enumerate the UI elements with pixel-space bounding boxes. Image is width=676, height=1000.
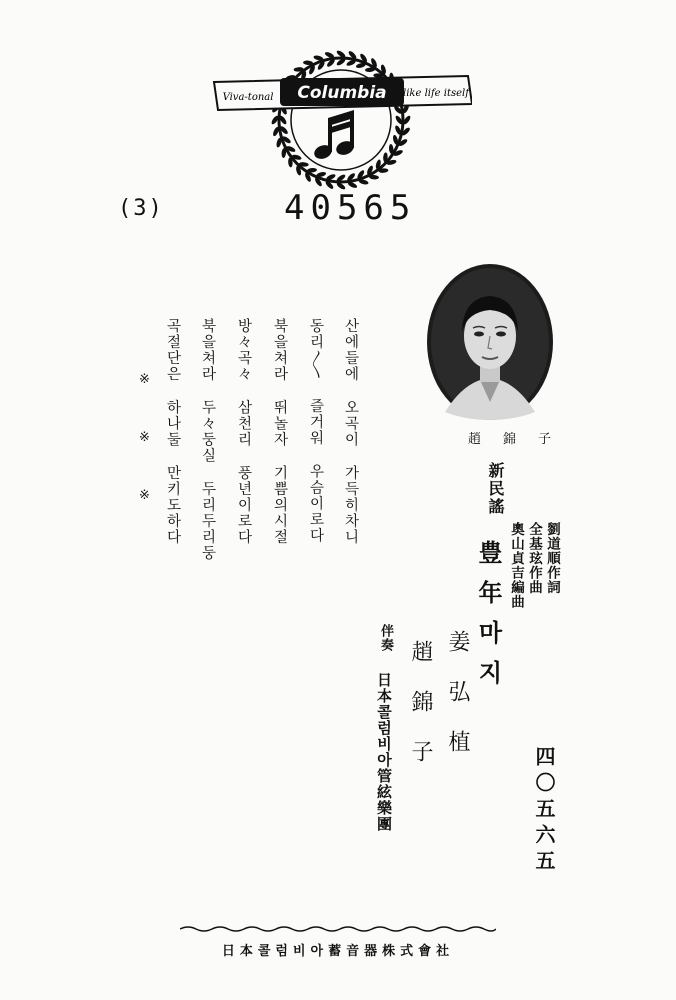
singer-portrait (425, 262, 555, 422)
logo-brand: Columbia (297, 83, 387, 103)
lyricist-credit: 劉道順作詞 (544, 522, 560, 595)
arranger-credit: 奧山貞吉編曲 (508, 522, 524, 609)
accompaniment-label: 伴奏 (378, 624, 393, 652)
lyric-line-4: 방々곡々 삼천리 풍년이로다 (235, 318, 252, 545)
logo-right-motto: like life itself (403, 88, 469, 99)
record-number: 40565 (284, 188, 417, 228)
logo-left-motto: Viva-tonal (222, 92, 274, 103)
composer-credit: 全基玹作曲 (526, 522, 542, 595)
footer-divider (180, 924, 496, 934)
singer-name-2: 趙錦子 (408, 640, 433, 790)
refrain-mark-2: ※ (139, 430, 150, 445)
portrait-caption: 趙錦子 (468, 432, 574, 447)
side-number: (3) (118, 196, 164, 221)
lyric-line-5: 북을쳐라 두々둥실 두리두리둥 (199, 318, 216, 561)
genre-label: 新民謠 (486, 462, 505, 516)
columbia-logo (210, 40, 472, 205)
singer-name-1: 姜弘植 (445, 630, 470, 780)
refrain-mark-3: ※ (139, 488, 150, 503)
lyric-line-6: 곡절단은 하나둘 만키도하다 (164, 318, 181, 545)
song-title: 豊年마지 (474, 540, 503, 700)
publisher-name: 日本콜럼비아蓄音器株式會社 (221, 944, 455, 959)
refrain-mark-1: ※ (139, 372, 150, 387)
lyric-line-2: 동리〳〵 즐거워 우슴이로다 (307, 318, 324, 544)
orchestra-name: 日本콜럼비아管絃樂團 (375, 672, 393, 832)
catalog-number: 四〇五六五 (532, 746, 556, 876)
lyric-line-3: 북을쳐라 뛰놀자 기쁨의시절 (271, 318, 288, 545)
lyric-line-1: 산에들에 오곡이 가득히차니 (342, 318, 359, 545)
